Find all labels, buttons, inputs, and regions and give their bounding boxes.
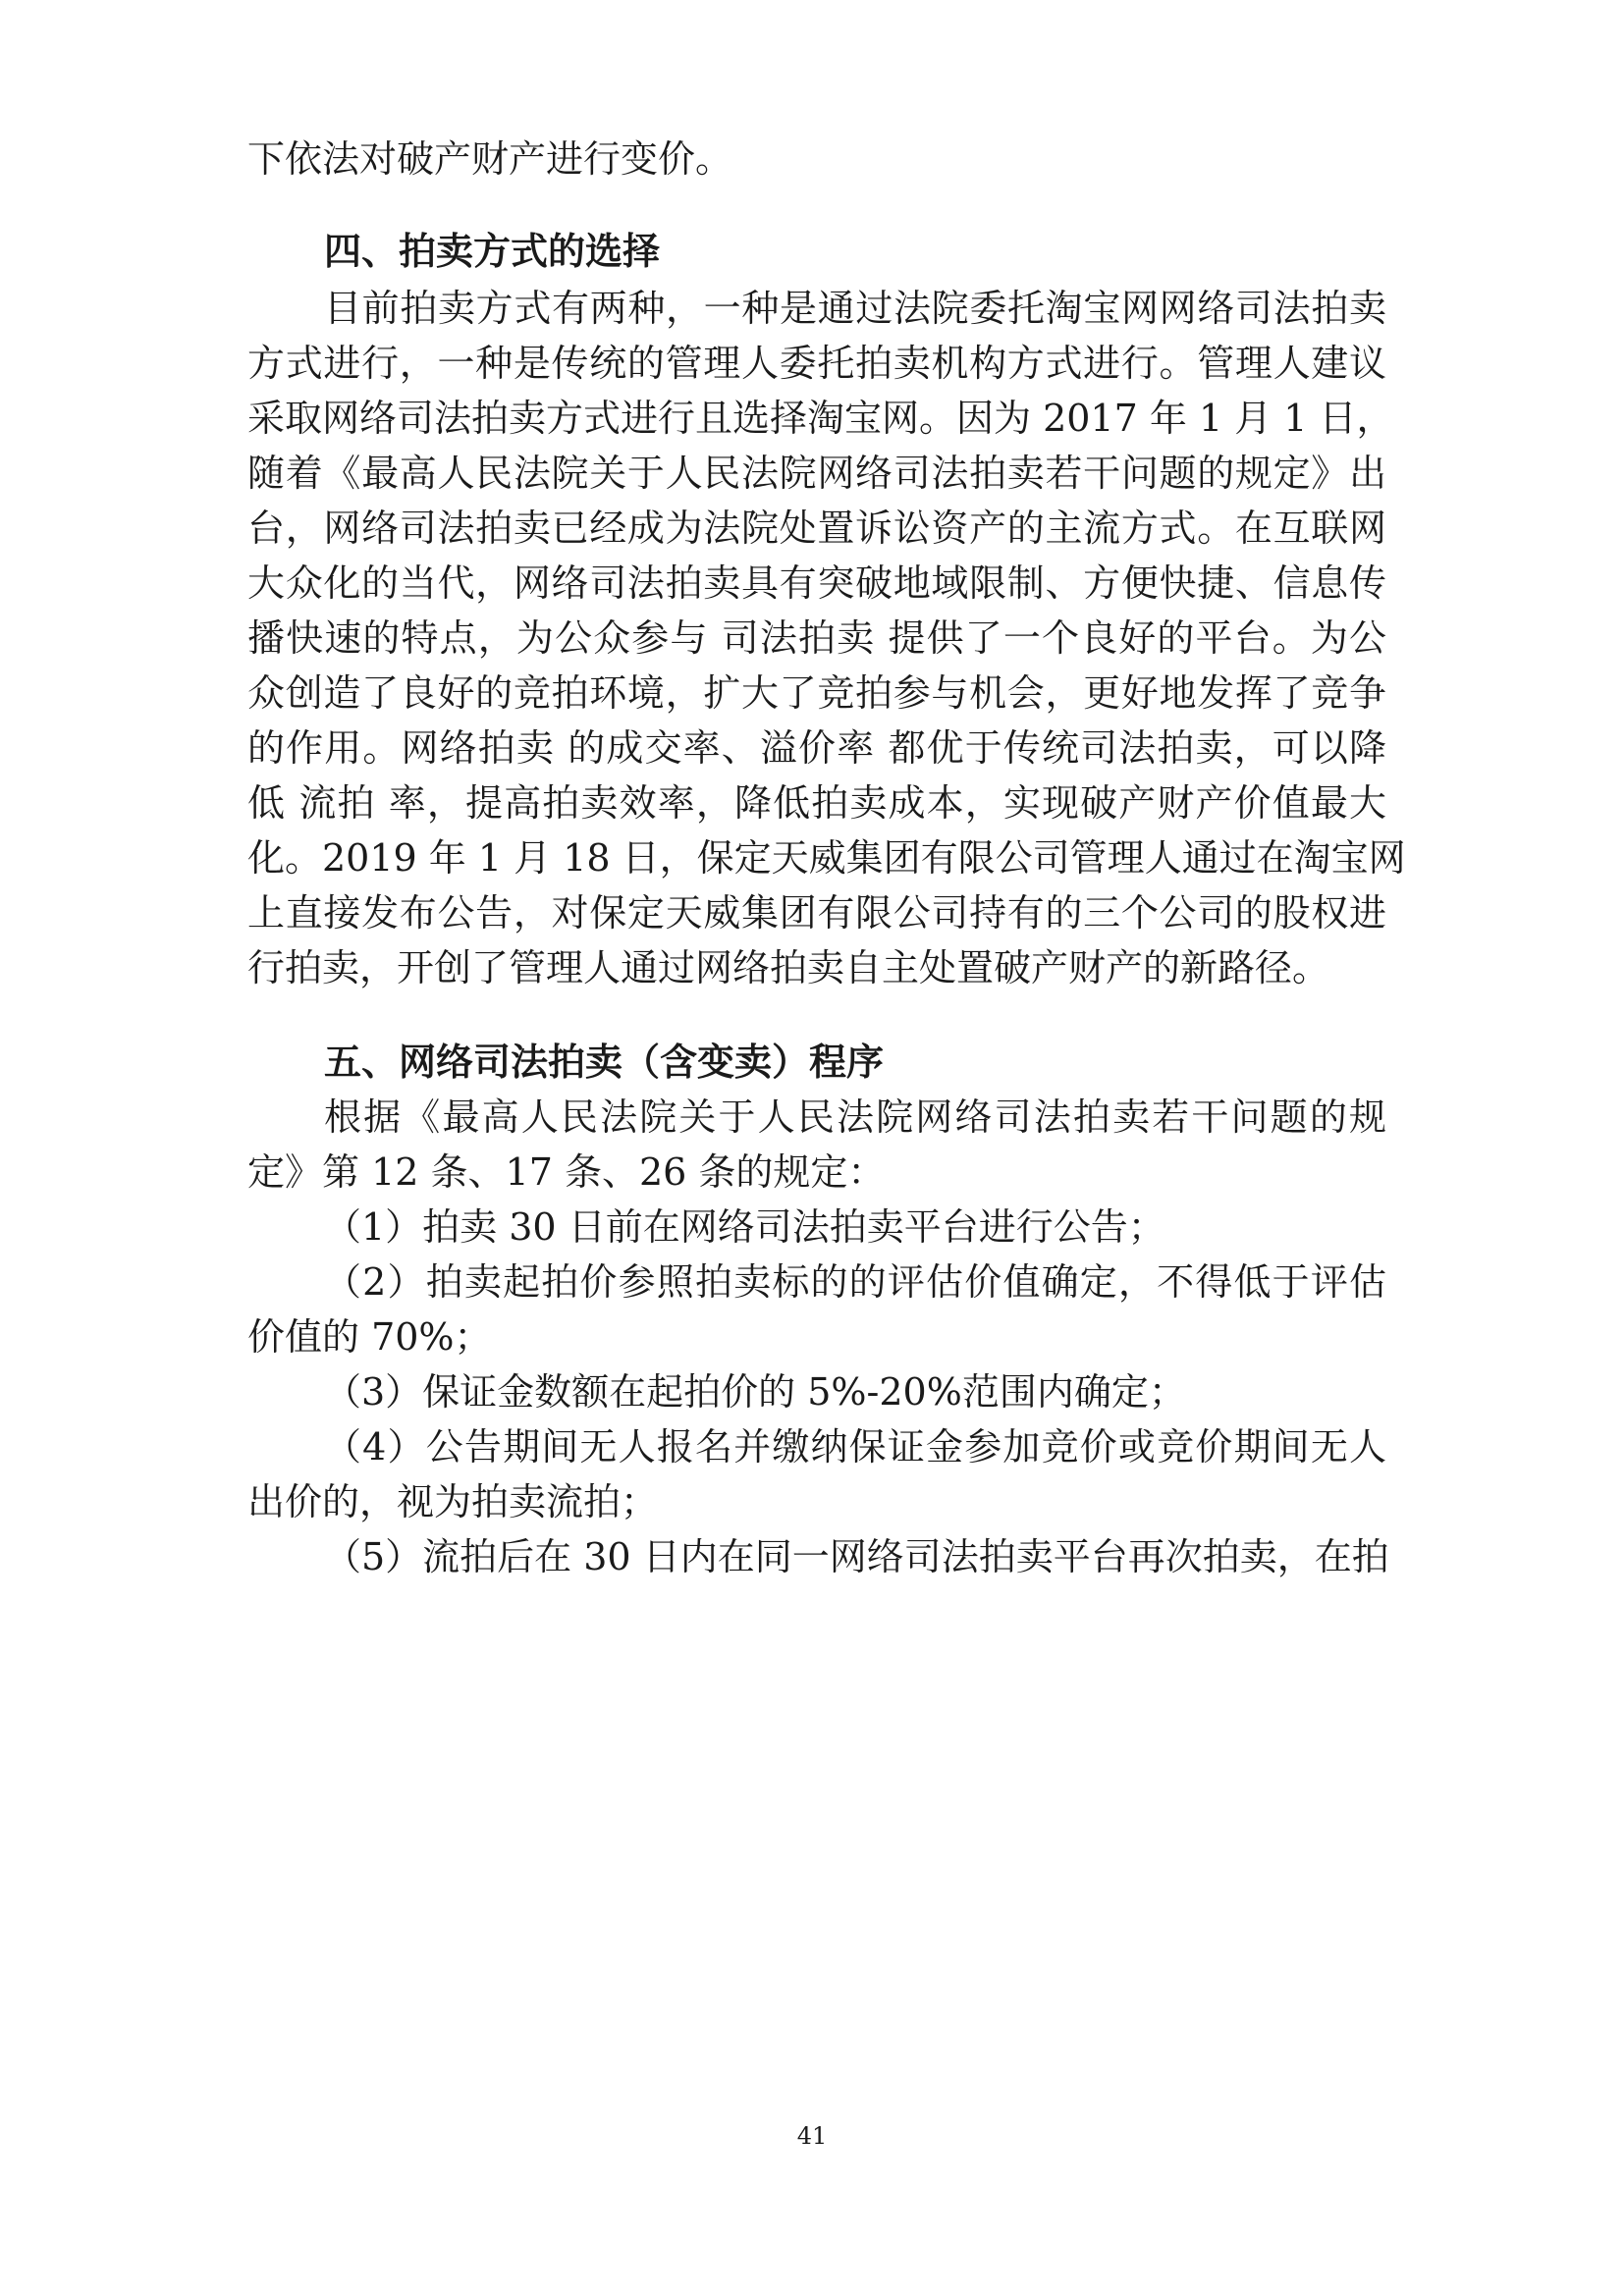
section4-line-3: 采取网络司法拍卖方式进行且选择淘宝网。因为 2017 年 1 月 1 日， [247, 397, 1394, 440]
section4-line-6: 大众化的当代，网络司法拍卖具有突破地域限制、方便快捷、信息传 [247, 561, 1386, 605]
section4-line-10: 低 流拍 率，提高拍卖效率，降低拍卖成本，实现破产财产价值最大 [247, 781, 1386, 825]
section4-line-2: 方式进行，一种是传统的管理人委托拍卖机构方式进行。管理人建议 [247, 342, 1386, 385]
section-heading-4: 四、拍卖方式的选择 [324, 230, 661, 273]
section4-line-9: 的作用。网络拍卖 的成交率、溢价率 都优于传统司法拍卖，可以降 [247, 726, 1386, 770]
section5-item-3: （3）保证金数额在起拍价的 5%-20%范围内确定； [324, 1370, 1186, 1414]
section4-line-4: 随着《最高人民法院关于人民法院网络司法拍卖若干问题的规定》出 [247, 452, 1386, 495]
section5-item-1: （1）拍卖 30 日前在网络司法拍卖平台进行公告； [324, 1205, 1165, 1249]
section5-item-2-line-2: 价值的 70%； [247, 1315, 492, 1359]
section4-line-1: 目前拍卖方式有两种，一种是通过法院委托淘宝网网络司法拍卖 [324, 287, 1386, 330]
section4-line-12: 上直接发布公告，对保定天威集团有限公司持有的三个公司的股权进 [247, 891, 1386, 934]
section-heading-5: 五、网络司法拍卖（含变卖）程序 [324, 1041, 885, 1084]
section4-line-8: 众创造了良好的竞拍环境，扩大了竞拍参与机会，更好地发挥了竞争 [247, 671, 1386, 715]
section5-line-2: 定》第 12 条、17 条、26 条的规定： [247, 1150, 886, 1194]
section4-line-5: 台，网络司法拍卖已经成为法院处置诉讼资产的主流方式。在互联网 [247, 507, 1386, 550]
section5-line-1: 根据《最高人民法院关于人民法院网络司法拍卖若干问题的规 [324, 1095, 1386, 1139]
section5-item-2-line-1: （2）拍卖起拍价参照拍卖标的的评估价值确定，不得低于评估 [324, 1260, 1386, 1304]
section4-line-13: 行拍卖，开创了管理人通过网络拍卖自主处置破产财产的新路径。 [247, 946, 1330, 989]
page-number: 41 [796, 2122, 828, 2150]
section4-line-11: 化。2019 年 1 月 18 日，保定天威集团有限公司管理人通过在淘宝网 [247, 836, 1406, 880]
paragraph-continuation-line: 下依法对破产财产进行变价。 [247, 137, 733, 181]
section4-line-7: 播快速的特点，为公众参与 司法拍卖 提供了一个良好的平台。为公 [247, 616, 1386, 660]
section5-item-4-line-1: （4）公告期间无人报名并缴纳保证金参加竞价或竞价期间无人 [324, 1425, 1386, 1468]
section5-item-5-line-1: （5）流拍后在 30 日内在同一网络司法拍卖平台再次拍卖，在拍 [324, 1535, 1389, 1578]
section5-item-4-line-2: 出价的，视为拍卖流拍； [247, 1480, 659, 1523]
